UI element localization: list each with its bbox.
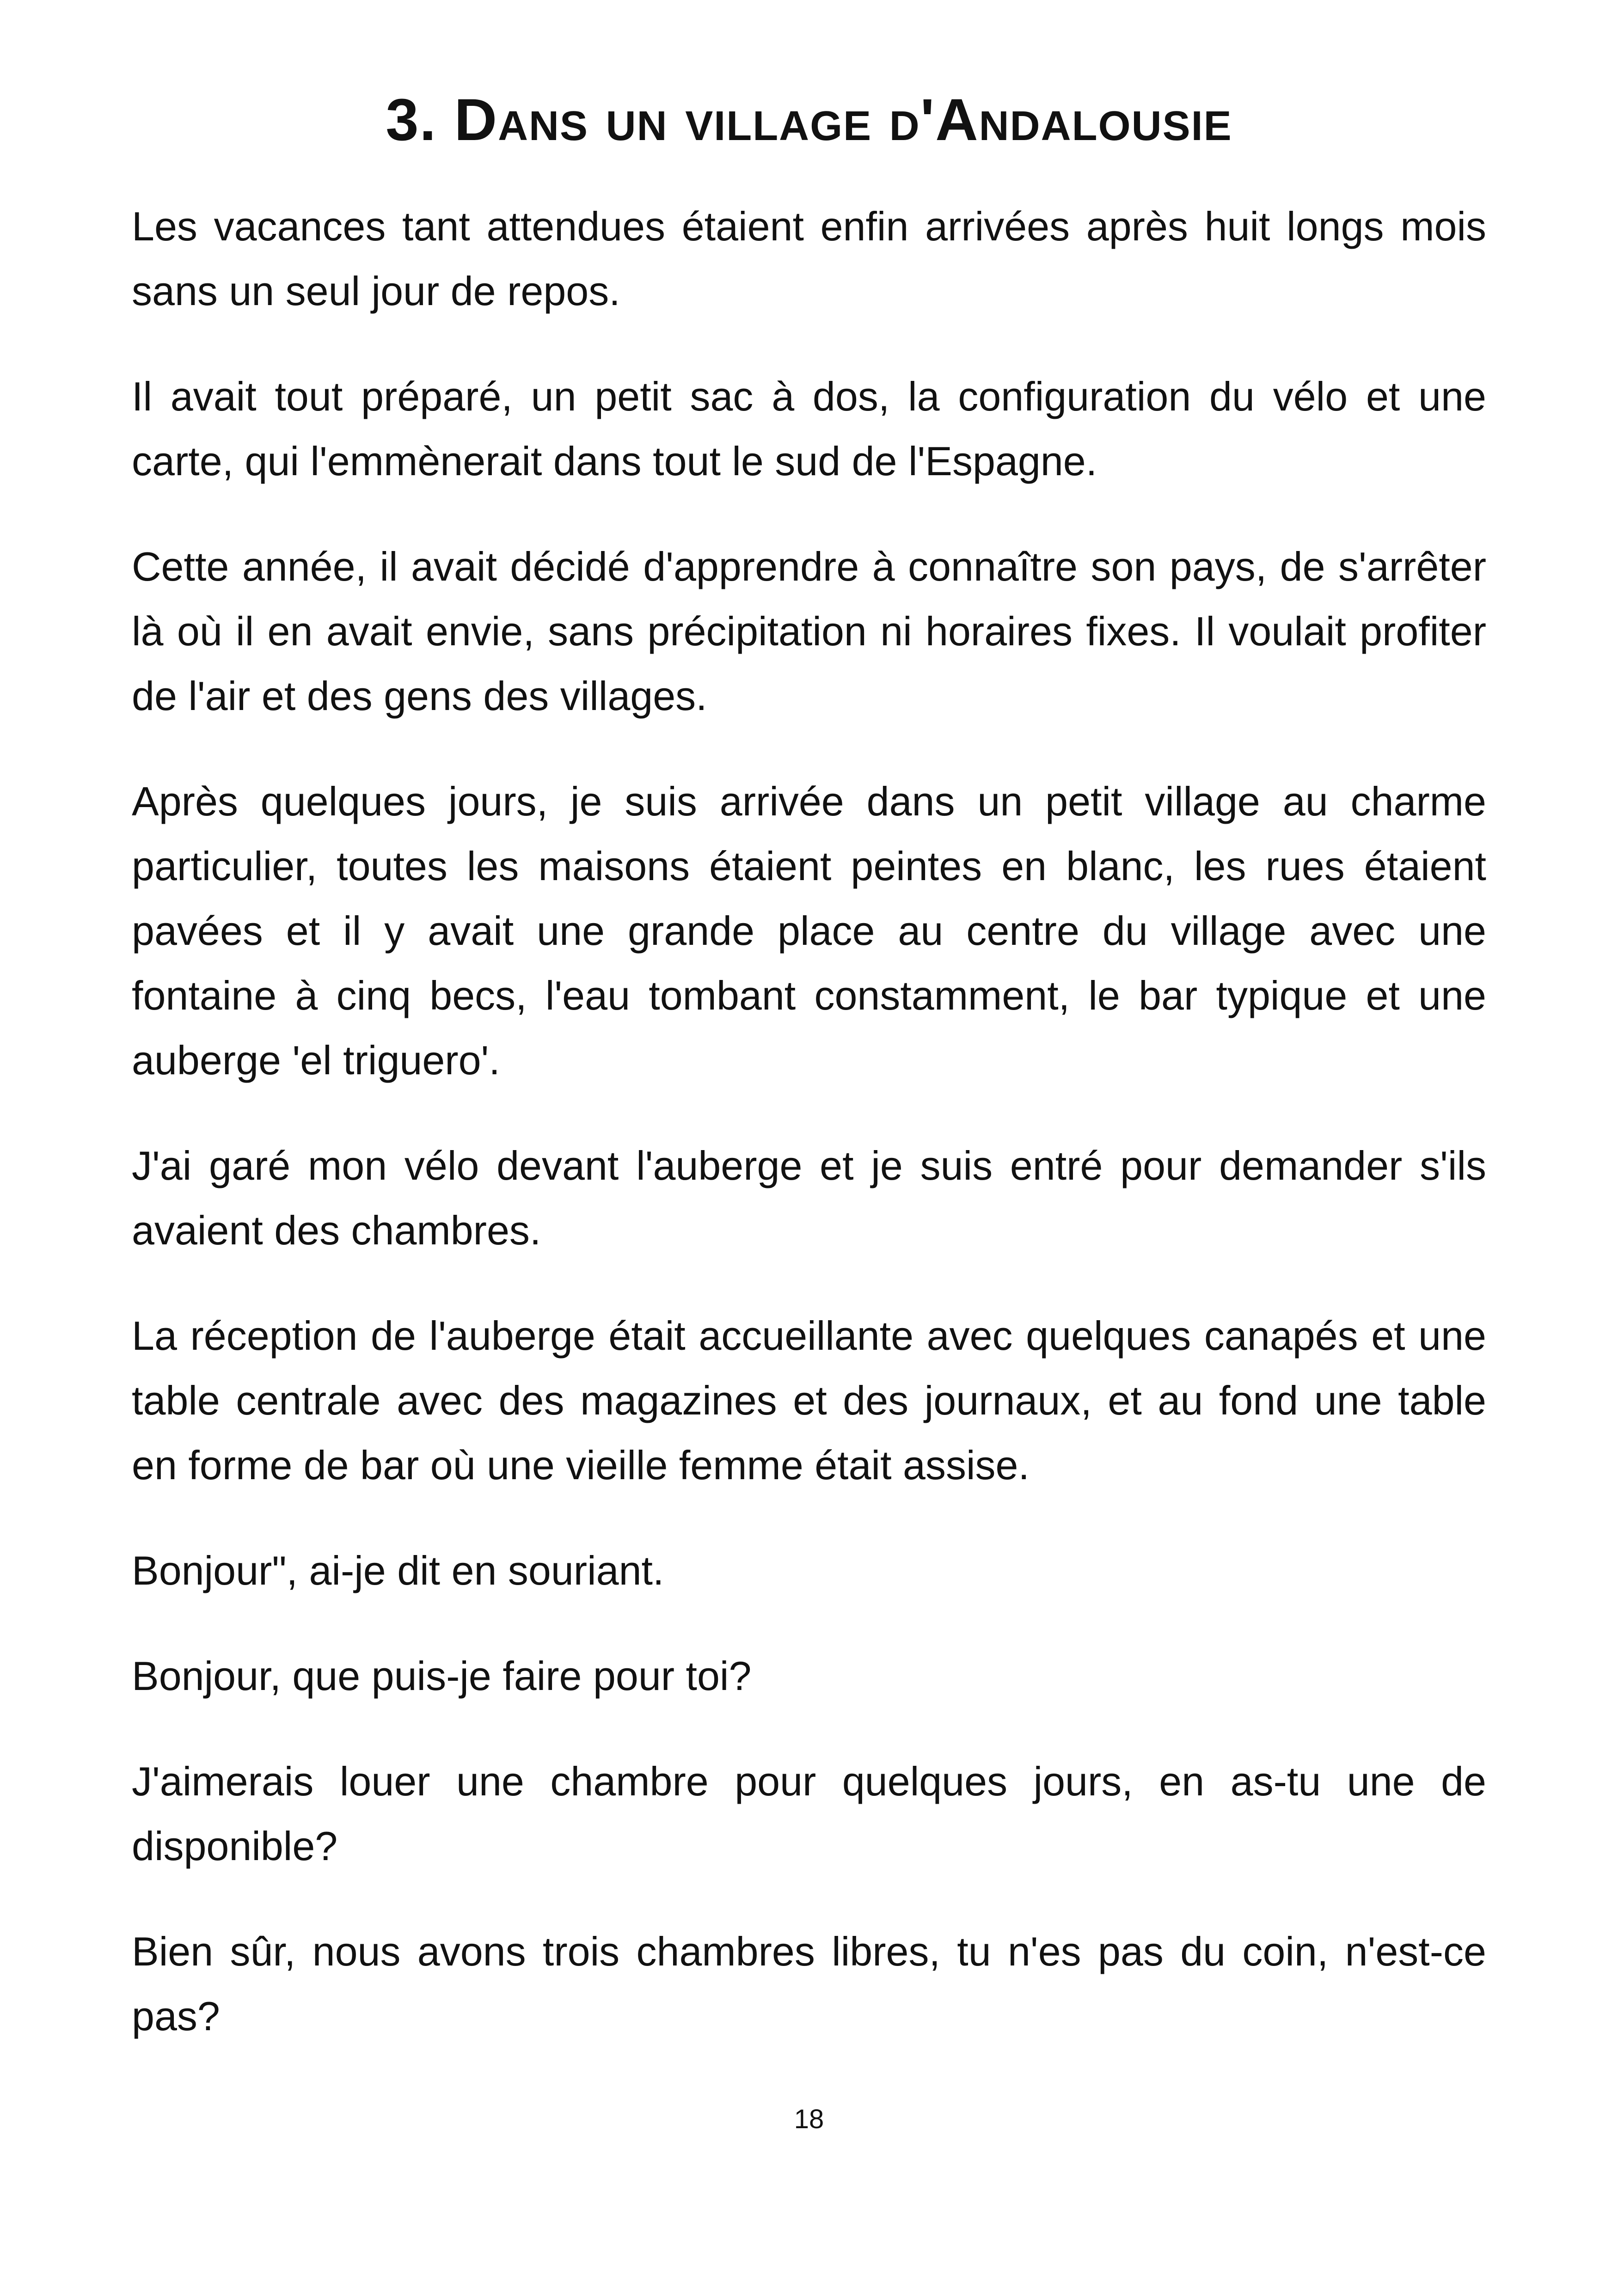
paragraph: Bonjour", ai-je dit en souriant. (132, 1548, 664, 1593)
paragraph: J'ai garé mon vélo devant l'auberge et je suis entré pour demander s'ils avaient des chambres. (132, 1143, 1486, 1253)
paragraph: Cette année, il avait décidé d'apprendre à connaître son pays, de s'arrêter là où il en avait envie, sans précipitation ni horaires fixes. Il voulait profiter de l'air et des gens des villages. (132, 544, 1486, 719)
page-number: 18 (794, 2104, 824, 2134)
paragraph: Il avait tout préparé, un petit sac à dos, la configuration du vélo et une carte, qui l'emmènerait dans tout le sud de l'Espagne. (132, 373, 1486, 484)
paragraph: Bien sûr, nous avons trois chambres libres, tu n'es pas du coin, n'est-ce pas? (132, 1929, 1486, 2039)
paragraph: Les vacances tant attendues étaient enfin arrivées après huit longs mois sans un seul jour de repos. (132, 203, 1486, 314)
paragraph: Après quelques jours, je suis arrivée dans un petit village au charme particulier, toutes les maisons étaient peintes en blanc, les rues étaient pavées et il y avait une grande place au centre du village avec une fontaine à cinq becs, l'eau tombant constamment, le bar typique et une auberge 'el triguero'. (132, 778, 1486, 1083)
chapter-title: 3. Dans un village d'Andalousie (386, 87, 1232, 153)
paragraph: J'aimerais louer une chambre pour quelques jours, en as-tu une de disponible? (132, 1758, 1486, 1869)
chapter-body (132, 194, 1486, 2089)
paragraph: Bonjour, que puis-je faire pour toi? (132, 1653, 752, 1699)
paragraph: La réception de l'auberge était accueillante avec quelques canapés et une table centrale avec des magazines et des journaux, et au fond une table en forme de bar où une vieille femme était assise. (132, 1313, 1486, 1488)
